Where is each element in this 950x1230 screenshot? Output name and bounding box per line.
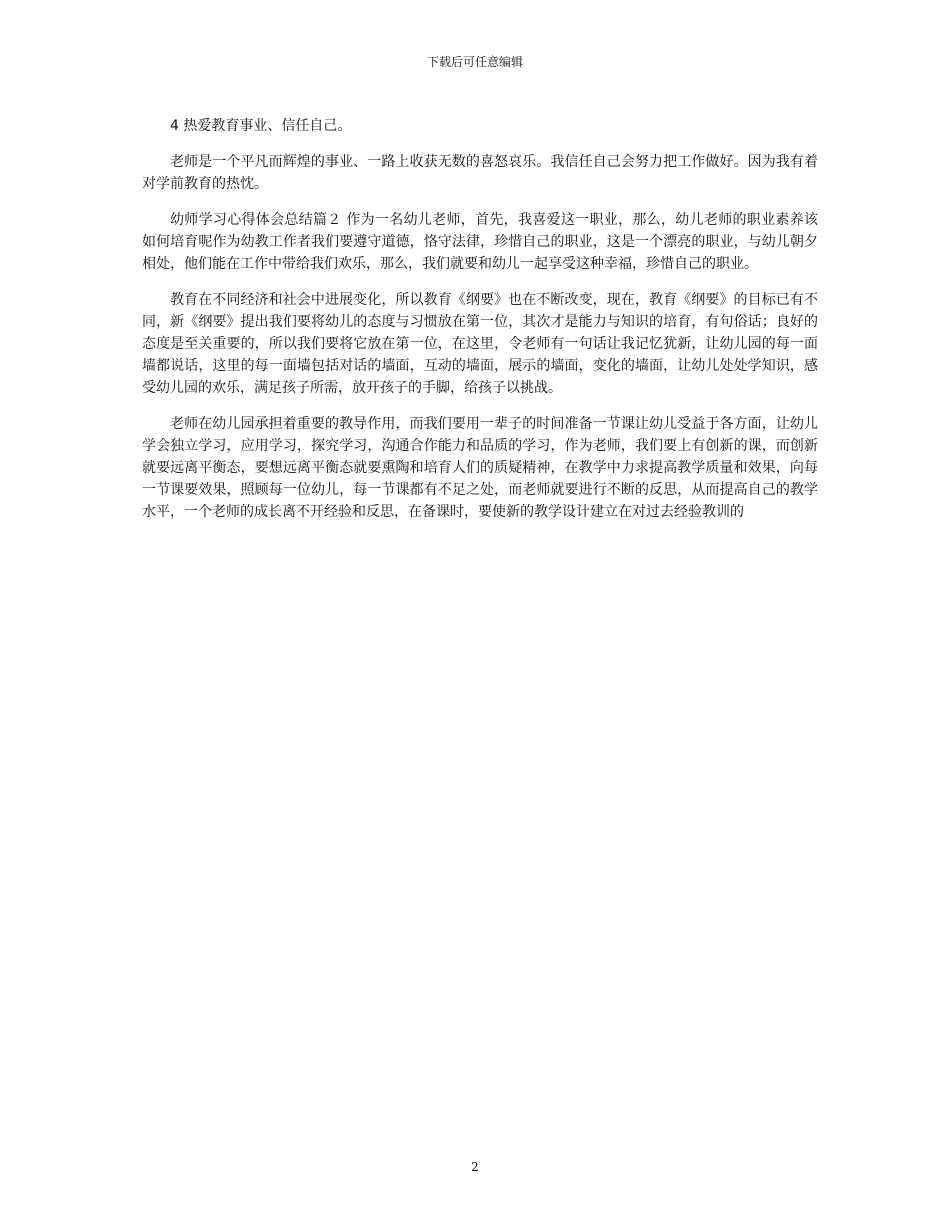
page-header: 下载后可任意编辑 [426,55,523,69]
paragraph: 教育在不同经济和社会中进展变化，所以教育《纲要》也在不断改变，现在，教育《纲要》的目标已有不同，新《纲要》提出我们要将幼儿的态度与习惯放在第一位，其次才是能力与知识的培育，有句俗话；良好的态度是至关重要的，所以我们要将它放在第一位，在这里，令老师有一句话让我记忆犹新，让幼儿园的每一面墙都说话，这里的每一面墙包括对话的墙面，互动的墙面，展示的墙面，变化的墙面，让幼儿处处学知识，感受幼儿园的欢乐，满足孩子所需，放开孩子的手脚，给孩子以挑战。 [142,292,818,396]
paragraph: 老师在幼儿园承担着重要的教导作用，而我们要用一辈子的时间准备一节课让幼儿受益于各方面，让幼儿学会独立学习，应用学习，探究学习，沟通合作能力和品质的学习，作为老师，我们要上有创新的课，而创新就要远离平衡态，要想远离平衡态就要熏陶和培育人们的质疑精神，在教学中力求提高教学质量和效果，向每一节课要效果，照顾每一位幼儿，每一节课都有不足之处，而老师就要进行不断的反思，从而提高自己的教学水平，一个老师的成长离不开经验和反思，在备课时，要使新的教学设计建立在对过去经验教训的 [142,416,818,520]
paragraph: 老师是一个平凡而辉煌的事业、一路上收获无数的喜怒哀乐。我信任自己会努力把工作做好。因为我有着对学前教育的热忱。 [142,154,818,192]
document-body [142,115,818,537]
paragraph: 4 热爱教育事业、信任自己。 [170,118,352,134]
page-number: 2 [471,1160,479,1174]
paragraph: 幼师学习心得体会总结篇２ 作为一名幼儿老师，首先，我喜爱这一职业，那么，幼儿老师的职业素养该如何培育呢作为幼教工作者我们要遵守道德，恪守法律，珍惜自己的职业，这是一个漂亮的职业，与幼儿朝夕相处，他们能在工作中带给我们欢乐，那么，我们就要和幼儿一起享受这种幸福，珍惜自己的职业。 [142,212,818,272]
